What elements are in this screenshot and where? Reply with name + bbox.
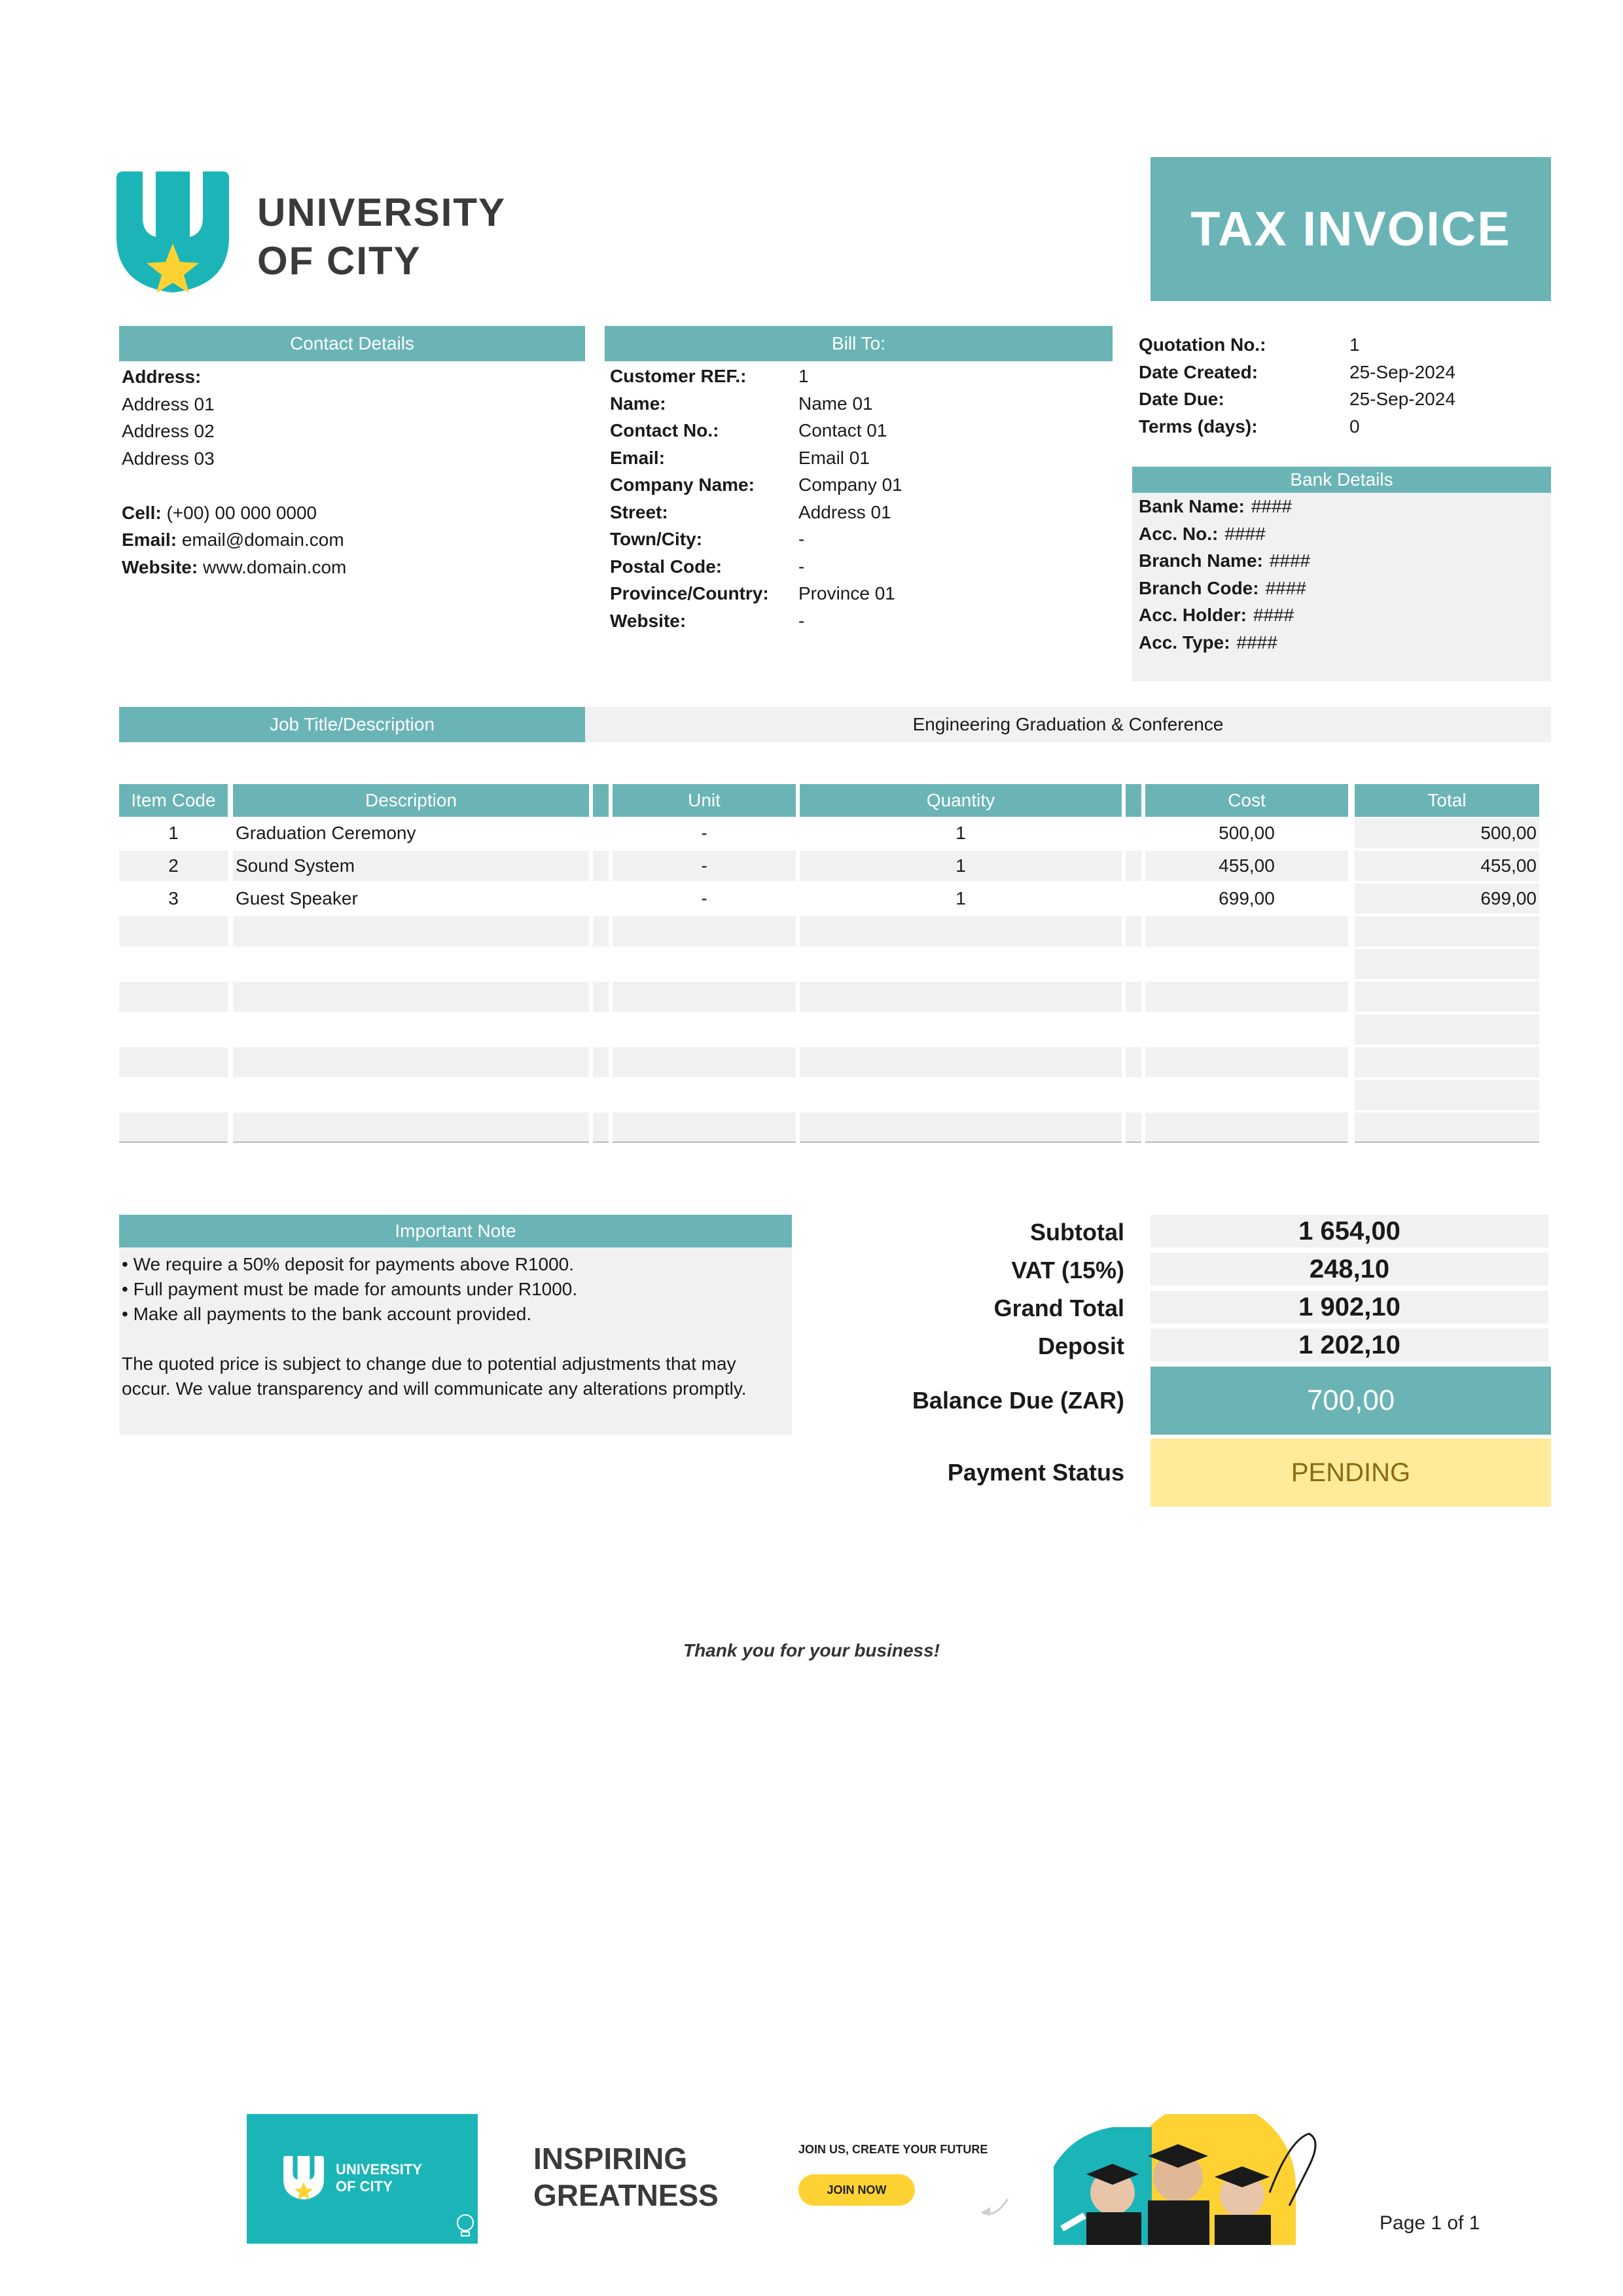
empty-cell	[233, 1047, 589, 1077]
quote-value: 25-Sep-2024	[1349, 389, 1455, 409]
empty-cell	[800, 982, 1122, 1012]
bank-value: ####	[1236, 632, 1277, 653]
empty-cell	[593, 982, 609, 1012]
contact-email	[122, 526, 346, 554]
bank-value: ####	[1251, 496, 1293, 516]
contact-cell	[122, 499, 346, 527]
item-cell-gap2	[1126, 818, 1141, 848]
quote-label: Date Created:	[1139, 361, 1258, 382]
item-cell-quantity: 1	[800, 884, 1122, 914]
empty-cell	[233, 916, 589, 946]
item-cell-cost: 500,00	[1145, 818, 1348, 848]
billto-label: Postal Code:	[610, 556, 722, 577]
bill-to-details	[610, 363, 1107, 634]
bank-details-header: Bank Details	[1132, 467, 1551, 493]
item-cell-code: 2	[119, 851, 228, 881]
empty-cell	[1355, 1014, 1539, 1045]
billto-value: -	[798, 556, 805, 577]
item-cell-gap2	[1126, 851, 1141, 881]
empty-cell	[119, 1047, 228, 1077]
billto-label: Email:	[610, 447, 666, 468]
empty-cell	[593, 1113, 609, 1143]
contact-details-header: Contact Details	[119, 326, 585, 361]
thank-you-message: Thank you for your business!	[683, 1640, 940, 1660]
deposit-label: Deposit	[1037, 1333, 1124, 1359]
empty-cell	[1126, 1080, 1141, 1110]
job-title-label: Job Title/Description	[119, 707, 585, 742]
important-note-body	[122, 1252, 789, 1401]
balance-due-label: Balance Due (ZAR)	[912, 1387, 1124, 1414]
cell-label: Cell:	[122, 502, 162, 523]
bank-label: Acc. No.:	[1139, 523, 1219, 544]
address-line-1: Address 01	[122, 393, 215, 414]
footer-logo-icon	[283, 2156, 324, 2203]
subtotal-label: Subtotal	[1030, 1219, 1124, 1246]
empty-cell	[800, 916, 1122, 946]
empty-cell	[233, 982, 589, 1012]
cell-value: (+00) 00 000 0000	[166, 502, 317, 523]
item-cell-unit: -	[613, 818, 796, 848]
empty-cell	[613, 982, 796, 1012]
empty-cell	[800, 949, 1122, 979]
empty-cell	[1126, 949, 1141, 979]
billto-value: -	[798, 610, 805, 631]
empty-cell	[1355, 982, 1539, 1012]
item-cell-total: 699,00	[1355, 884, 1539, 914]
billto-label: Province/Country:	[610, 583, 769, 603]
billto-row	[610, 444, 1107, 472]
column-header-cost: Cost	[1145, 784, 1348, 817]
quote-row	[1139, 413, 1558, 440]
billto-label: Town/City:	[610, 529, 703, 549]
payment-status-label: Payment Status	[947, 1459, 1124, 1486]
billto-row	[610, 607, 1107, 635]
column-header-gap1	[593, 784, 609, 817]
document-title: TAX INVOICE	[1150, 157, 1551, 301]
item-cell-quantity: 1	[800, 851, 1122, 881]
item-cell-total: 500,00	[1355, 818, 1539, 848]
empty-cell	[613, 1113, 796, 1143]
item-cell-cost: 699,00	[1145, 884, 1348, 914]
empty-cell	[1145, 1014, 1348, 1045]
website-value[interactable]: www.domain.com	[202, 556, 347, 577]
bank-row	[1139, 601, 1310, 629]
join-now-button[interactable]: JOIN NOW	[798, 2174, 915, 2206]
column-header-gap2	[1126, 784, 1141, 817]
item-cell-unit: -	[613, 884, 796, 914]
empty-cell	[1126, 1113, 1141, 1143]
bank-label: Acc. Type:	[1139, 632, 1230, 653]
footer-brand-line-1: UNIVERSITY	[336, 2161, 423, 2178]
billto-row	[610, 363, 1107, 390]
website-label: Website:	[122, 556, 198, 577]
empty-cell	[613, 1047, 796, 1077]
bank-row	[1139, 493, 1310, 520]
address-line-3: Address 03	[122, 448, 215, 469]
slogan-line-2: GREATNESS	[533, 2178, 719, 2212]
empty-cell	[1126, 982, 1141, 1012]
item-cell-description: Sound System	[233, 851, 589, 881]
quotation-info	[1139, 331, 1558, 440]
grand-total-value: 1 902,10	[1150, 1291, 1548, 1323]
subtotal-value: 1 654,00	[1150, 1215, 1548, 1247]
bank-row	[1139, 629, 1310, 656]
empty-cell	[233, 949, 589, 979]
item-cell-quantity: 1	[800, 818, 1122, 848]
slogan-line-1: INSPIRING	[533, 2142, 688, 2176]
item-cell-code: 3	[119, 884, 228, 914]
deposit-value: 1 202,10	[1150, 1329, 1548, 1361]
quote-label: Terms (days):	[1139, 416, 1258, 437]
empty-cell	[119, 1113, 228, 1143]
bank-value: ####	[1224, 523, 1266, 544]
billto-row	[610, 553, 1107, 581]
empty-cell	[1145, 949, 1348, 979]
bank-label: Branch Code:	[1139, 577, 1259, 598]
bank-label: Bank Name:	[1139, 496, 1245, 516]
payment-status-badge: PENDING	[1150, 1439, 1551, 1507]
billto-row	[610, 580, 1107, 607]
page-number: Page 1 of 1	[1380, 2212, 1480, 2234]
empty-cell	[1145, 916, 1348, 946]
billto-value: Name 01	[798, 393, 873, 414]
column-header-total: Total	[1355, 784, 1539, 817]
empty-cell	[119, 916, 228, 946]
bank-row	[1139, 520, 1310, 548]
address-line-2: Address 02	[122, 421, 215, 441]
empty-cell	[593, 949, 609, 979]
job-title-value: Engineering Graduation & Conference	[585, 707, 1551, 742]
bank-value: ####	[1253, 605, 1294, 625]
billto-row	[610, 390, 1107, 418]
empty-cell	[1126, 916, 1141, 946]
address-label: Address:	[122, 367, 202, 387]
billto-value: Address 01	[798, 501, 891, 522]
empty-cell	[119, 1080, 228, 1110]
quote-label: Date Due:	[1139, 389, 1224, 409]
item-cell-gap1	[593, 884, 609, 914]
important-note-header: Important Note	[119, 1215, 792, 1247]
empty-cell	[233, 1113, 589, 1143]
empty-cell	[800, 1014, 1122, 1045]
item-cell-gap1	[593, 818, 609, 848]
grand-total-label: Grand Total	[993, 1295, 1124, 1321]
column-header-description: Description	[233, 784, 589, 817]
empty-cell	[1355, 1080, 1539, 1110]
billto-value: Contact 01	[798, 420, 887, 440]
brand-line-2: OF CITY	[257, 239, 421, 283]
lightbulb-icon	[455, 2212, 476, 2241]
empty-cell	[800, 1047, 1122, 1077]
item-cell-unit: -	[613, 851, 796, 881]
item-cell-description: Graduation Ceremony	[233, 818, 589, 848]
empty-cell	[613, 916, 796, 946]
item-cell-total: 455,00	[1355, 851, 1539, 881]
graduates-illustration-icon	[982, 2114, 1361, 2245]
billto-row	[610, 471, 1107, 499]
billto-value: 1	[798, 366, 809, 386]
empty-cell	[613, 1080, 796, 1110]
billto-label: Name:	[610, 393, 666, 414]
billto-label: Company Name:	[610, 475, 755, 495]
empty-cell	[593, 1080, 609, 1110]
empty-cell	[593, 1047, 609, 1077]
empty-cell	[1355, 1113, 1539, 1143]
bank-label: Acc. Holder:	[1139, 605, 1247, 625]
empty-cell	[119, 949, 228, 979]
empty-cell	[233, 1014, 589, 1045]
column-header-unit: Unit	[613, 784, 796, 817]
empty-cell	[1355, 949, 1539, 979]
note-paragraph: The quoted price is subject to change due to potential adjustments that may occur. We value transparency and will communicate any alterations promptly.	[122, 1354, 747, 1399]
note-bullet-2: • Full payment must be made for amounts under R1000.	[122, 1279, 578, 1299]
note-bullet-1: • We require a 50% deposit for payments above R1000.	[122, 1254, 575, 1274]
contact-website	[122, 554, 346, 581]
brand-line-1: UNIVERSITY	[257, 190, 507, 234]
empty-cell	[1126, 1047, 1141, 1077]
empty-cell	[1145, 1113, 1348, 1143]
quote-row	[1139, 359, 1558, 386]
billto-value: Province 01	[798, 583, 895, 603]
empty-cell	[1145, 982, 1348, 1012]
empty-cell	[1145, 1047, 1348, 1077]
billto-value: Company 01	[798, 475, 902, 495]
empty-cell	[1145, 1080, 1348, 1110]
item-cell-gap1	[593, 851, 609, 881]
email-value[interactable]: email@domain.com	[181, 529, 344, 550]
item-cell-code: 1	[119, 818, 228, 848]
bank-details	[1139, 493, 1310, 656]
billto-value: Email 01	[798, 447, 870, 468]
empty-cell	[119, 1014, 228, 1045]
email-label: Email:	[122, 529, 177, 550]
billto-label: Website:	[610, 610, 687, 631]
quote-value: 0	[1349, 416, 1360, 437]
quote-row	[1139, 386, 1558, 413]
column-header-code: Item Code	[119, 784, 228, 817]
empty-cell	[800, 1113, 1122, 1143]
bank-label: Branch Name:	[1139, 550, 1263, 571]
footer-brand-name	[336, 2161, 422, 2195]
empty-cell	[613, 1014, 796, 1045]
column-header-quantity: Quantity	[800, 784, 1122, 817]
billto-label: Customer REF.:	[610, 366, 747, 386]
footer-join-text: JOIN US, CREATE YOUR FUTURE	[798, 2143, 988, 2156]
bank-value: ####	[1269, 550, 1311, 571]
empty-cell	[593, 916, 609, 946]
billto-value: -	[798, 529, 805, 549]
quote-value: 1	[1349, 334, 1360, 355]
contact-details	[122, 363, 346, 581]
bill-to-header: Bill To:	[605, 326, 1113, 361]
empty-cell	[233, 1080, 589, 1110]
item-cell-cost: 455,00	[1145, 851, 1348, 881]
quote-row	[1139, 331, 1558, 359]
item-cell-description: Guest Speaker	[233, 884, 589, 914]
billto-label: Street:	[610, 501, 668, 522]
empty-cell	[800, 1080, 1122, 1110]
quote-value: 25-Sep-2024	[1349, 361, 1455, 382]
vat-label: VAT (15%)	[1011, 1257, 1124, 1283]
brand-name	[257, 188, 506, 285]
empty-cell	[1355, 916, 1539, 946]
balance-due-value: 700,00	[1150, 1367, 1551, 1435]
vat-value: 248,10	[1150, 1253, 1548, 1285]
billto-row	[610, 526, 1107, 553]
footer-brand-card	[247, 2114, 478, 2244]
empty-cell	[119, 982, 228, 1012]
note-bullet-3: • Make all payments to the bank account provided.	[122, 1304, 532, 1324]
footer-brand-line-2: OF CITY	[336, 2178, 393, 2195]
empty-cell	[613, 949, 796, 979]
billto-row	[610, 499, 1107, 526]
footer-slogan	[533, 2140, 719, 2214]
university-logo-icon	[116, 171, 229, 302]
bank-value: ####	[1265, 577, 1306, 598]
bank-row	[1139, 575, 1310, 602]
item-cell-gap2	[1126, 884, 1141, 914]
billto-label: Contact No.:	[610, 420, 719, 440]
billto-row	[610, 417, 1107, 444]
empty-cell	[1355, 1047, 1539, 1077]
quote-label: Quotation No.:	[1139, 334, 1266, 355]
bank-row	[1139, 547, 1310, 575]
empty-cell	[1126, 1014, 1141, 1045]
empty-cell	[593, 1014, 609, 1045]
